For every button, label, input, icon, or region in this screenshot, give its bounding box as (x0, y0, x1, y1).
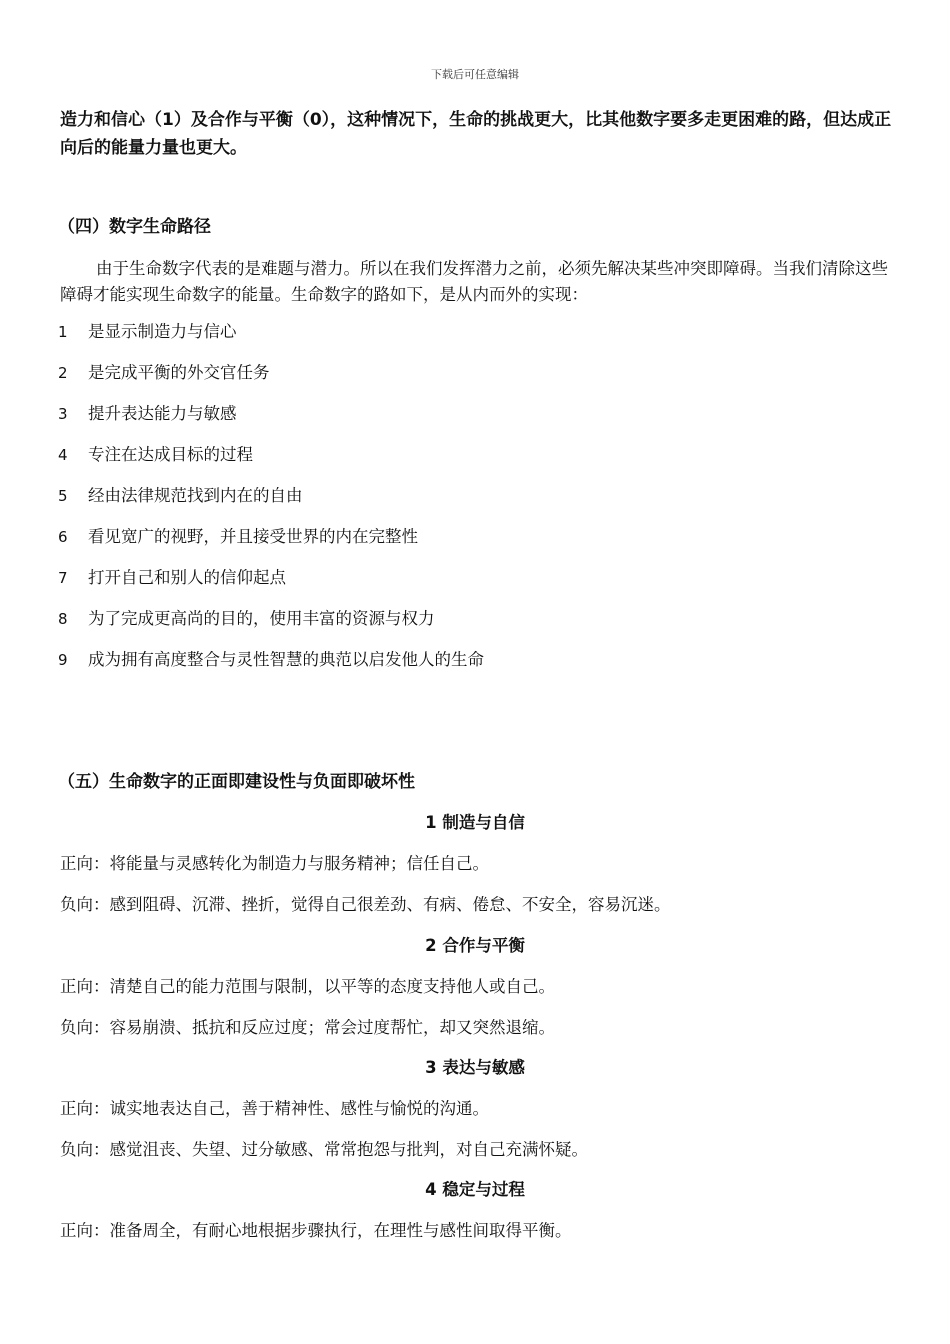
list-item-text: 是完成平衡的外交官任务 (88, 363, 270, 382)
page-header: 下载后可任意编辑 (431, 68, 519, 81)
section-5-title: （五）生命数字的正面即建设性与负面即破坏性 (58, 772, 415, 792)
list-item-number: 7 (58, 569, 68, 587)
intro-bold-paragraph: 造力和信心（1）及合作与平衡（0），这种情况下，生命的挑战更大，比其他数字要多走更困难的路，但达成正向后的能量力量也更大。 (60, 110, 892, 158)
list-item (58, 484, 898, 525)
list-item-text: 提升表达能力与敏感 (88, 404, 237, 423)
number-1-negative: 负向：感到阻碍、沉滞、挫折，觉得自己很差劲、有病、倦怠、不安全，容易沉迷。 (60, 895, 671, 914)
number-2-negative: 负向：容易崩溃、抵抗和反应过度；常会过度帮忙，却又突然退缩。 (60, 1018, 555, 1037)
list-item (58, 525, 898, 566)
number-1-positive: 正向：将能量与灵感转化为制造力与服务精神；信任自己。 (60, 854, 489, 873)
list-item-text: 看见宽广的视野，并且接受世界的内在完整性 (88, 527, 418, 546)
number-1-heading: 1 制造与自信 (425, 813, 525, 832)
list-item (58, 607, 898, 648)
list-item-text: 经由法律规范找到内在的自由 (88, 486, 303, 505)
list-item (58, 566, 898, 607)
number-3-heading: 3 表达与敏感 (425, 1058, 525, 1077)
life-path-list (58, 320, 898, 689)
section-4-title: （四）数字生命路径 (58, 217, 211, 237)
number-3-negative: 负向：感觉沮丧、失望、过分敏感、常常抱怨与批判，对自己充满怀疑。 (60, 1140, 588, 1159)
list-item (58, 361, 898, 402)
number-2-heading: 2 合作与平衡 (425, 936, 525, 955)
list-item (58, 402, 898, 443)
list-item-number: 3 (58, 405, 68, 423)
number-4-positive: 正向：准备周全，有耐心地根据步骤执行，在理性与感性间取得平衡。 (60, 1221, 572, 1240)
list-item-number: 2 (58, 364, 68, 382)
list-item (58, 320, 898, 361)
list-item-text: 是显示制造力与信心 (88, 322, 237, 341)
section-4-paragraph (60, 256, 900, 308)
list-item-text: 打开自己和别人的信仰起点 (88, 568, 286, 587)
list-item-number: 8 (58, 610, 68, 628)
number-4-heading: 4 稳定与过程 (425, 1180, 525, 1199)
number-3-positive: 正向：诚实地表达自己，善于精神性、感性与愉悦的沟通。 (60, 1099, 489, 1118)
list-item (58, 648, 898, 689)
list-item (58, 443, 898, 484)
list-item-text: 成为拥有高度整合与灵性智慧的典范以启发他人的生命 (88, 650, 484, 669)
list-item-number: 1 (58, 323, 68, 341)
list-item-number: 6 (58, 528, 68, 546)
section-4-paragraph-text: 由于生命数字代表的是难题与潜力。所以在我们发挥潜力之前，必须先解决某些冲突即障碍。当我们清除这些障碍才能实现生命数字的能量。生命数字的路如下，是从内而外的实现： (60, 259, 888, 304)
list-item-number: 9 (58, 651, 68, 669)
number-2-positive: 正向：清楚自己的能力范围与限制，以平等的态度支持他人或自己。 (60, 977, 555, 996)
list-item-number: 4 (58, 446, 68, 464)
list-item-text: 专注在达成目标的过程 (88, 445, 253, 464)
list-item-text: 为了完成更高尚的目的，使用丰富的资源与权力 (88, 609, 435, 628)
list-item-number: 5 (58, 487, 68, 505)
